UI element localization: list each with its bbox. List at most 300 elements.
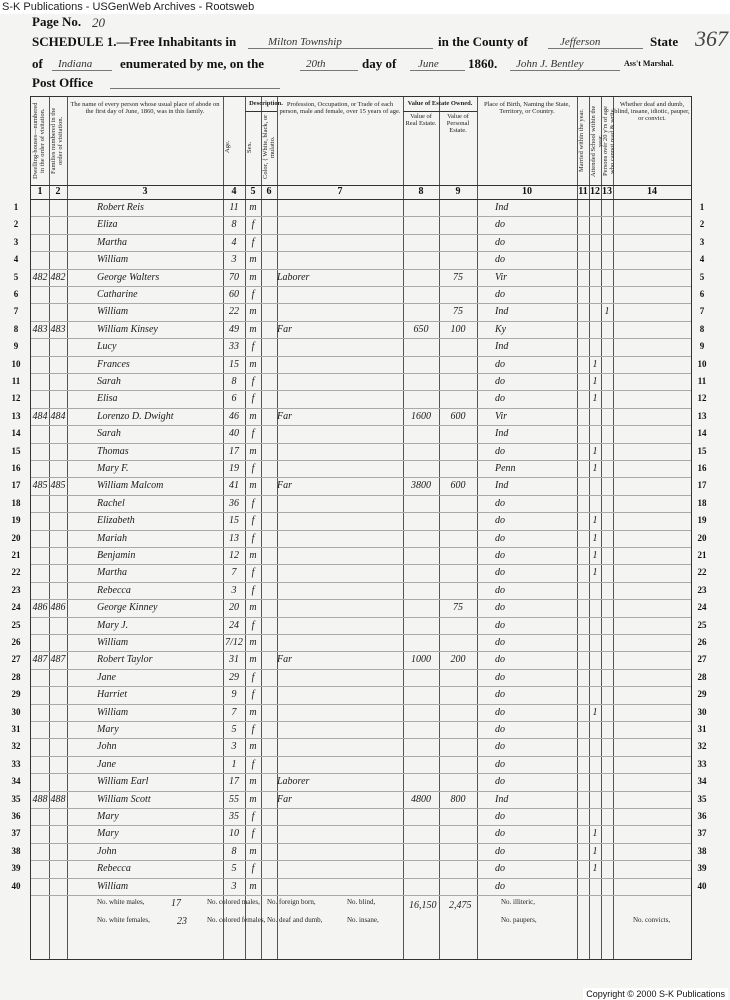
- sex: m: [249, 880, 257, 892]
- column-number: 3: [142, 186, 148, 197]
- person-name: Mary: [97, 811, 119, 822]
- corner-number: 367: [695, 26, 728, 51]
- header-sex: Sex.: [246, 141, 253, 153]
- row-number-right: 38: [697, 845, 707, 856]
- sex: m: [249, 793, 257, 805]
- sex: m: [249, 480, 257, 492]
- sex: m: [249, 602, 257, 614]
- sex: m: [249, 445, 257, 457]
- age: 12: [229, 550, 239, 561]
- row-divider: [31, 338, 691, 339]
- marshal-label: Ass't Marshal.: [624, 59, 674, 68]
- birthplace: do: [495, 845, 505, 857]
- row-number-left: 3: [13, 236, 19, 247]
- age: 33: [229, 341, 239, 353]
- row-number-left: 25: [11, 619, 21, 630]
- page-label: Page No.: [32, 14, 82, 29]
- row-number-right: 33: [697, 758, 707, 769]
- row-number-right: 27: [697, 654, 707, 665]
- header-dwelling: Dwelling-houses—numbered in the order of visitation.: [32, 102, 46, 180]
- birthplace: do: [495, 236, 505, 248]
- row-divider: [31, 269, 691, 270]
- birthplace: do: [495, 776, 505, 788]
- row-number-right: 10: [697, 358, 707, 369]
- row-number-right: 29: [697, 689, 707, 700]
- age: 4: [231, 236, 237, 248]
- row-divider: [31, 443, 691, 444]
- header-birthplace: Place of Birth, Naming the State, Territory, or Country.: [483, 101, 571, 115]
- person-name: Mariah: [97, 532, 127, 544]
- personal-estate: 600: [450, 410, 466, 422]
- footer-deaf-dumb: No. deaf and dumb,: [267, 916, 323, 924]
- row-number-right: 37: [697, 828, 707, 839]
- footer-foreign-born: No. foreign born,: [267, 898, 316, 906]
- row-number-left: 14: [11, 428, 21, 439]
- birthplace: do: [495, 706, 505, 718]
- person-name: Rebecca: [97, 584, 131, 596]
- sex: m: [249, 323, 257, 335]
- row-number-right: 3: [699, 236, 705, 247]
- occupation: Far: [277, 410, 292, 422]
- column-number: 12: [590, 186, 600, 197]
- footer-colored-males: No. colored males,: [207, 898, 260, 906]
- birthplace: do: [495, 254, 505, 266]
- column-number: 11: [578, 186, 588, 197]
- birthplace: do: [495, 724, 505, 735]
- row-divider: [31, 373, 691, 374]
- birthplace: do: [495, 602, 505, 614]
- row-number-right: 28: [697, 671, 707, 682]
- birthplace: Vir: [495, 410, 508, 422]
- birthplace: do: [495, 497, 505, 509]
- header-deaf: Whether deaf and dumb, blind, insane, idiotic, pauper, or convict.: [614, 101, 690, 122]
- birthplace: do: [495, 689, 505, 701]
- row-number-right: 13: [697, 410, 707, 421]
- row-number-left: 12: [11, 393, 21, 404]
- column-divider: [439, 97, 440, 959]
- sex: f: [251, 724, 255, 735]
- person-name: Rebecca: [97, 863, 131, 875]
- county-label: in the County of: [438, 34, 528, 49]
- row-divider: [31, 756, 691, 757]
- dwelling-number: 486: [32, 602, 48, 614]
- sex: f: [251, 532, 255, 544]
- row-divider: [31, 477, 691, 478]
- age: 7: [231, 567, 237, 579]
- sex: f: [251, 863, 255, 875]
- row-number-left: 11: [11, 376, 21, 386]
- age: 1: [231, 758, 237, 770]
- family-number: 484: [50, 410, 66, 422]
- row-divider: [31, 216, 691, 217]
- row-number-left: 2: [13, 219, 19, 230]
- birthplace: Ind: [495, 428, 509, 440]
- sex: m: [249, 654, 257, 666]
- age: 7: [231, 706, 237, 718]
- row-divider: [31, 634, 691, 635]
- sex: f: [251, 376, 255, 387]
- row-number-left: 39: [11, 863, 21, 874]
- family-number: 482: [50, 271, 66, 283]
- row-divider: [31, 286, 691, 287]
- footer-personal-total: 2,475: [449, 900, 472, 911]
- row-number-right: 34: [697, 776, 707, 787]
- school: 1: [592, 706, 598, 718]
- dwelling-number: 487: [32, 654, 48, 666]
- row-number-left: 33: [11, 758, 21, 769]
- age: 22: [229, 306, 239, 318]
- column-number: 5: [250, 186, 256, 197]
- header-read-write: Persons over 20 y'rs of age who cannot read & write.: [602, 106, 616, 176]
- footer-white-males: No. white males,: [97, 898, 145, 906]
- row-number-left: 30: [11, 706, 21, 717]
- row-number-right: 40: [697, 880, 707, 891]
- occupation: Laborer: [277, 271, 310, 283]
- occupation: Far: [277, 480, 292, 492]
- column-number: 1: [37, 186, 43, 197]
- person-name: George Walters: [97, 271, 160, 283]
- row-divider: [31, 425, 691, 426]
- column-divider: [403, 97, 404, 959]
- school: 1: [592, 445, 598, 457]
- person-name: Thomas: [97, 445, 129, 457]
- row-number-left: 8: [13, 323, 19, 334]
- row-divider: [31, 564, 691, 565]
- row-number-left: 5: [13, 271, 19, 282]
- birthplace: do: [495, 445, 505, 457]
- birthplace: do: [495, 758, 505, 770]
- sex: f: [251, 289, 255, 300]
- header-profession: Profession, Occupation, or Trade of each person, male and female, over 15 years of age.: [279, 101, 401, 115]
- birthplace: Ind: [495, 793, 509, 805]
- sex: f: [251, 428, 255, 440]
- birthplace: do: [495, 376, 505, 387]
- header-married: Married within the year.: [578, 109, 585, 173]
- row-divider: [31, 408, 691, 409]
- sex: m: [249, 741, 257, 753]
- row-divider: [31, 704, 691, 705]
- row-number-left: 40: [11, 880, 21, 891]
- sex: m: [249, 306, 257, 318]
- row-divider: [31, 356, 691, 357]
- row-divider: [31, 773, 691, 774]
- birthplace: do: [495, 532, 505, 544]
- sex: f: [251, 584, 255, 596]
- birthplace: do: [495, 393, 505, 405]
- row-number-left: 4: [13, 254, 19, 265]
- column-divider: [601, 97, 602, 959]
- row-number-left: 17: [11, 480, 21, 491]
- row-number-right: 14: [697, 428, 707, 439]
- row-number-right: 25: [697, 619, 707, 630]
- footer-colored-females: No. colored females,: [207, 916, 266, 924]
- personal-estate: 75: [453, 306, 463, 318]
- row-divider: [31, 895, 691, 896]
- occupation: Far: [277, 323, 292, 335]
- row-divider: [31, 234, 691, 235]
- birthplace: do: [495, 515, 505, 527]
- person-name: Frances: [97, 358, 130, 370]
- row-number-right: 30: [697, 706, 707, 717]
- sex: m: [249, 254, 257, 266]
- row-number-left: 37: [11, 828, 21, 839]
- row-number-right: 7: [699, 306, 705, 317]
- header-estate: Value of Estate Owned.: [407, 100, 473, 107]
- row-divider: [31, 791, 691, 792]
- of-label: of: [32, 56, 43, 71]
- window-title: S-K Publications - USGenWeb Archives - Rootsweb: [0, 0, 730, 14]
- row-number-right: 4: [699, 254, 705, 265]
- row-number-right: 26: [697, 637, 707, 647]
- person-name: William: [97, 306, 129, 318]
- birthplace: do: [495, 828, 505, 840]
- person-name: William: [97, 706, 129, 718]
- row-number-right: 16: [697, 463, 707, 473]
- age: 10: [229, 828, 239, 840]
- marshal-signature: John J. Bentley: [516, 58, 584, 70]
- row-number-right: 2: [699, 219, 705, 230]
- row-number-right: 8: [699, 323, 705, 334]
- county: Jefferson: [560, 36, 601, 48]
- personal-estate: 75: [453, 602, 463, 614]
- age: 31: [229, 654, 239, 666]
- row-number-right: 1: [699, 202, 705, 212]
- age: 9: [231, 689, 237, 701]
- age: 6: [231, 393, 237, 405]
- row-number-right: 36: [697, 811, 707, 821]
- real-estate: 3800: [411, 480, 431, 492]
- header-description: Description.: [249, 100, 283, 107]
- birthplace: do: [495, 619, 505, 631]
- row-divider: [31, 721, 691, 722]
- township: Milton Township: [268, 36, 342, 48]
- row-number-left: 29: [11, 689, 21, 700]
- row-divider: [31, 686, 691, 687]
- age: 35: [229, 811, 239, 822]
- person-name: Martha: [97, 567, 127, 579]
- header-real-estate: Value of Real Estate.: [405, 113, 437, 127]
- person-name: George Kinney: [97, 602, 158, 614]
- row-number-right: 21: [697, 550, 707, 560]
- row-number-right: 18: [697, 497, 707, 508]
- school: 1: [592, 393, 598, 405]
- estate-divider: [403, 111, 477, 112]
- copyright: Copyright © 2000 S-K Publications: [583, 988, 728, 1000]
- row-number-right: 24: [697, 602, 707, 613]
- row-number-left: 9: [13, 341, 19, 352]
- person-name: John: [97, 741, 117, 753]
- school: 1: [592, 376, 598, 387]
- row-number-right: 35: [697, 793, 707, 804]
- row-divider: [31, 495, 691, 496]
- person-name: Benjamin: [97, 550, 136, 561]
- age: 70: [229, 271, 239, 283]
- birthplace: do: [495, 637, 505, 648]
- person-name: Martha: [97, 236, 127, 248]
- day: 20th: [306, 58, 326, 70]
- real-estate: 1600: [411, 410, 431, 422]
- column-number: 2: [55, 186, 61, 197]
- birthplace: do: [495, 358, 505, 370]
- person-name: Robert Reis: [97, 202, 144, 213]
- age: 41: [229, 480, 239, 492]
- sex: f: [251, 236, 255, 248]
- row-number-right: 9: [699, 341, 705, 352]
- schedule-title: SCHEDULE 1.—Free Inhabitants in: [32, 34, 237, 49]
- person-name: Eliza: [97, 219, 118, 231]
- row-divider: [31, 808, 691, 809]
- row-number-right: 15: [697, 445, 707, 456]
- footer-insane: No. insane,: [347, 916, 379, 924]
- birthplace: Ky: [495, 323, 507, 335]
- person-name: William Kinsey: [97, 323, 158, 335]
- age: 19: [229, 463, 239, 474]
- row-number-left: 18: [11, 497, 21, 508]
- school: 1: [592, 463, 598, 474]
- enumerated-label: enumerated by me, on the: [120, 56, 265, 71]
- sex: f: [251, 515, 255, 527]
- birthplace: do: [495, 219, 505, 231]
- footer-white-females: No. white females,: [97, 916, 150, 924]
- person-name: Lucy: [97, 341, 117, 353]
- age: 3: [231, 880, 237, 892]
- page-number: 20: [92, 15, 105, 30]
- sex: m: [249, 845, 257, 857]
- person-name: Mary F.: [97, 463, 129, 474]
- column-divider: [261, 97, 262, 959]
- sex: f: [251, 341, 255, 353]
- sex: m: [249, 271, 257, 283]
- person-name: John: [97, 845, 117, 857]
- row-number-left: 28: [11, 671, 21, 682]
- birthplace: do: [495, 550, 505, 561]
- age: 49: [229, 323, 239, 335]
- row-number-right: 39: [697, 863, 707, 874]
- occupation: Far: [277, 793, 292, 805]
- census-table: [11, 96, 707, 960]
- school: 1: [592, 828, 598, 840]
- birthplace: do: [495, 584, 505, 596]
- age: 17: [229, 445, 239, 457]
- person-name: Elizabeth: [97, 515, 135, 527]
- column-divider: [49, 97, 50, 959]
- footer-white-females-val: 23: [177, 916, 187, 927]
- row-number-left: 32: [11, 741, 21, 752]
- month: June: [418, 58, 439, 70]
- family-number: 488: [50, 793, 66, 805]
- row-number-right: 20: [697, 532, 707, 543]
- age: 29: [229, 671, 239, 683]
- person-name: William Scott: [97, 793, 151, 805]
- column-divider: [613, 97, 614, 959]
- age: 17: [229, 776, 239, 788]
- person-name: Jane: [97, 758, 116, 770]
- column-number: 14: [647, 186, 657, 197]
- age: 8: [231, 845, 237, 857]
- birthplace: Ind: [495, 480, 509, 492]
- birthplace: Penn: [495, 463, 516, 474]
- birthplace: do: [495, 289, 505, 300]
- personal-estate: 600: [450, 480, 466, 492]
- age: 3: [231, 584, 237, 596]
- row-number-right: 6: [699, 289, 705, 299]
- birthplace: do: [495, 863, 505, 875]
- age: 7/12: [225, 637, 243, 648]
- birthplace: Vir: [495, 271, 508, 283]
- sex: m: [249, 410, 257, 422]
- sex: m: [249, 358, 257, 370]
- cannot-read: 1: [604, 306, 610, 318]
- birthplace: do: [495, 811, 505, 822]
- footer-paupers: No. paupers,: [501, 916, 537, 924]
- person-name: Jane: [97, 671, 116, 683]
- row-number-left: 38: [11, 845, 21, 856]
- census-page: [0, 14, 730, 1000]
- sex: m: [249, 776, 257, 788]
- person-name: Sarah: [97, 428, 121, 440]
- description-divider: [245, 111, 277, 112]
- person-name: Mary: [97, 828, 119, 840]
- row-number-right: 19: [697, 515, 707, 526]
- column-divider: [577, 97, 578, 959]
- column-number: 4: [231, 186, 237, 197]
- occupation: Laborer: [277, 776, 310, 788]
- school: 1: [592, 550, 598, 561]
- age: 15: [229, 515, 239, 527]
- row-divider: [31, 547, 691, 548]
- sex: m: [249, 202, 257, 213]
- row-divider: [31, 617, 691, 618]
- row-number-right: 23: [697, 584, 707, 595]
- school: 1: [592, 358, 598, 370]
- row-number-right: 31: [697, 724, 707, 734]
- footer-white-males-val: 17: [171, 898, 181, 909]
- header-age: Age.: [224, 140, 231, 154]
- row-number-left: 23: [11, 584, 21, 595]
- age: 5: [231, 863, 237, 875]
- row-divider: [31, 669, 691, 670]
- row-divider: [31, 878, 691, 879]
- family-number: 487: [50, 654, 66, 666]
- row-number-right: 32: [697, 741, 707, 752]
- person-name: William: [97, 254, 129, 266]
- row-number-left: 1: [13, 202, 19, 212]
- school: 1: [592, 515, 598, 527]
- person-name: Robert Taylor: [97, 654, 153, 666]
- person-name: Sarah: [97, 376, 121, 387]
- row-number-right: 11: [697, 376, 707, 386]
- footer-convicts: No. convicts,: [633, 916, 671, 924]
- family-number: 486: [50, 602, 66, 614]
- dwelling-number: 484: [32, 410, 48, 422]
- column-number: 9: [455, 186, 461, 197]
- row-divider: [31, 738, 691, 739]
- age: 8: [231, 219, 237, 231]
- sex: f: [251, 393, 255, 405]
- state-label: State: [650, 34, 679, 49]
- age: 24: [229, 619, 239, 631]
- person-name: William Earl: [97, 776, 149, 788]
- family-number: 485: [50, 480, 66, 492]
- year: 1860.: [468, 56, 498, 71]
- dwelling-number: 483: [32, 323, 48, 335]
- age: 55: [229, 793, 239, 805]
- row-number-left: 26: [11, 637, 21, 647]
- age: 13: [229, 532, 239, 544]
- row-divider: [31, 303, 691, 304]
- row-number-left: 22: [11, 567, 21, 578]
- person-name: Harriet: [97, 689, 127, 701]
